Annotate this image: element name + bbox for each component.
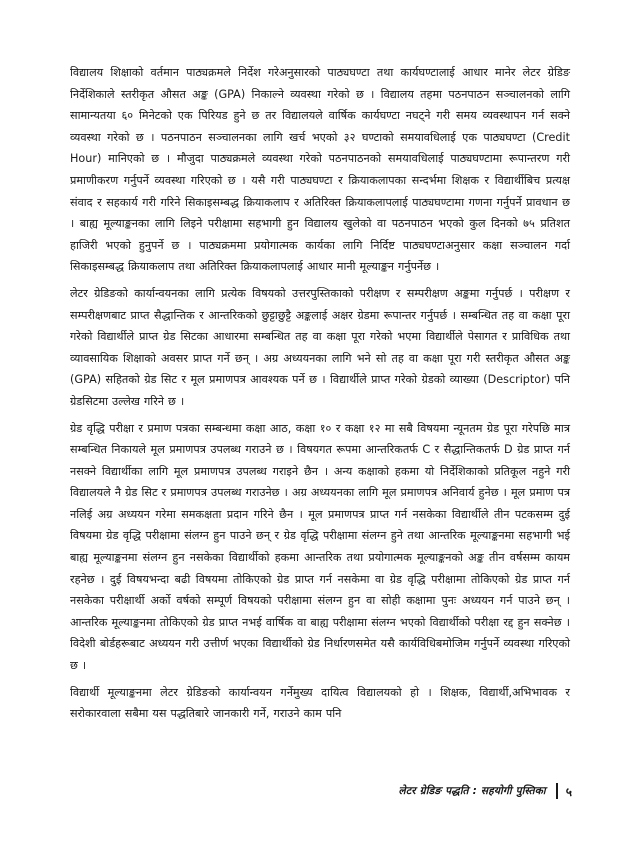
document-body (70, 62, 570, 730)
page-number: ५ (565, 784, 572, 799)
footer-divider (556, 783, 558, 799)
paragraph-4: विद्यार्थी मूल्याङ्कनमा लेटर ग्रेडिङको कार्यान्वयन गर्नेमुख्य दायित्व विद्यालयको हो । शिक्षक, विद्यार्थी,अभिभावक र सरोकारवाला सबैमा यस पद्धतिबारे जानकारी गर्ने, गराउने काम पनि (70, 685, 570, 721)
footer-title: लेटर ग्रेडिङ पद्धति : सहयोगी पुस्तिका (398, 785, 546, 797)
paragraph-1: विद्यालय शिक्षाको वर्तमान पाठ्यक्रमले निर्देश गरेअनुसारको पाठ्यघण्टा तथा कार्यघण्टालाई आधार मानेर लेटर ग्रेडिङ निर्देशिकाले स्तरीकृत औसत अङ्क (GPA) निकाल्ने व्यवस्था गरेको छ । विद्यालय तहमा पठनपाठन सञ्चालनको लागि सामान्यतया ६० मिनेटको एक पिरियड हुने छ तर विद्यालयले वार्षिक कार्यघण्टा नघट्ने गरी समय व्यवस्थापन गर्न सक्ने व्यवस्था गरेको छ । पठनपाठन सञ्चालनका लागि खर्च भएको ३२ घण्टाको समयावधिलाई एक पाठ्यघण्टा (Credit Hour) मानिएको छ । मौजुदा पाठ्यक्रमले व्यवस्था गरेको पठनपाठनको समयावधिलाई पाठ्यघण्टामा रूपान्तरण गरी प्रमाणीकरण गर्नुपर्ने व्यवस्था गरिएको छ । यसै गरी पाठ्यघण्टा र क्रियाकलापका सन्दर्भमा शिक्षक र विद्यार्थीबिच प्रत्यक्ष संवाद र सहकार्य गरी गरिने सिकाइसम्बद्ध क्रियाकलाप र अतिरिक्त क्रियाकलापलाई पाठ्यघण्टामा गणना गर्नुपर्ने प्रावधान छ । बाह्य मूल्याङ्कनका लागि लिइने परीक्षामा सहभागी हुन विद्यालय खुलेको वा पठनपाठन भएको कुल दिनको ७५ प्रतिशत हाजिरी भएको हुनुपर्ने छ । पाठ्यक्रममा प्रयोगात्मक कार्यका लागि निर्दिष्ट पाठ्यघण्टाअनुसार कक्षा सञ्चालन गर्दा सिकाइसम्बद्ध क्रियाकलाप तथा अतिरिक्त क्रियाकलापलाई आधार मानी मूल्याङ्कन गर्नुपर्नेछ । (70, 66, 570, 274)
paragraph-2: लेटर ग्रेडिङको कार्यान्वयनका लागि प्रत्येक विषयको उत्तरपुस्तिकाको परीक्षण र सम्परीक्षण अङ्कमा गर्नुपर्छ । परीक्षण र सम्परीक्षणबाट प्राप्त सैद्धान्तिक र आन्तरिकको छुट्टाछुट्टै अङ्कलाई अक्षर ग्रेडमा रूपान्तर गर्नुपर्छ । सम्बन्धित तह वा कक्षा पूरा गरेको विद्यार्थीले प्राप्त ग्रेड सिटका आधारमा सम्बन्धित तह वा कक्षा पूरा गरेको भएमा विद्यार्थीले पेसागत र प्राविधिक तथा व्यावसायिक शिक्षाको अवसर प्राप्त गर्ने छन् । अग्र अध्ययनका लागि भने सो तह वा कक्षा पूरा गरी स्तरीकृत औसत अङ्क (GPA) सहितको ग्रेड सिट र मूल प्रमाणपत्र आवश्यक पर्ने छ । विद्यार्थीले प्राप्त गरेको ग्रेडको व्याख्या (Descriptor) पनि ग्रेडसिटमा उल्लेख गरिने छ । (70, 286, 570, 408)
paragraph-3: ग्रेड वृद्धि परीक्षा र प्रमाण पत्रका सम्बन्धमा कक्षा आठ, कक्षा १० र कक्षा १२ मा सबै विषयमा न्यूनतम ग्रेड पूरा गरेपछि मात्र सम्बन्धित निकायले मूल प्रमाणपत्र उपलब्ध गराउने छ । विषयगत रूपमा आन्तरिकतर्फ C र सैद्धान्तिकतर्फ D ग्रेड प्राप्त गर्न नसक्ने विद्यार्थीका लागि मूल प्रमाणपत्र उपलब्ध गराइने छैन । अन्य कक्षाको हकमा यो निर्देशिकाको प्रतिकूल नहुने गरी विद्यालयले नै ग्रेड सिट र प्रमाणपत्र उपलब्ध गराउनेछ । अग्र अध्ययनका लागि मूल प्रमाणपत्र अनिवार्य हुनेछ । मूल प्रमाण पत्र नलिई अग्र अध्ययन गरेमा समकक्षता प्रदान गरिने छैन । मूल प्रमाणपत्र प्राप्त गर्न नसकेका विद्यार्थीले तीन पटकसम्म दुई विषयमा ग्रेड वृद्धि परीक्षामा संलग्न हुन पाउने छन् र ग्रेड वृद्धि परीक्षामा संलग्न हुने तथा आन्तरिक मूल्याङ्कनमा सहभागी भई बाह्य मूल्याङ्कनमा संलग्न हुन नसकेका विद्यार्थीको हकमा आन्तरिक तथा प्रयोगात्मक मूल्याङ्कनको अङ्क तीन वर्षसम्म कायम रहनेछ । दुई विषयभन्दा बढी विषयमा तोकिएको ग्रेड प्राप्त गर्न नसकेमा वा ग्रेड वृद्धि परीक्षामा तोकिएको ग्रेड प्राप्त गर्न नसकेका परीक्षार्थी अर्को वर्षको सम्पूर्ण विषयको परीक्षामा संलग्न हुन वा सोही कक्षामा पुनः अध्ययन गर्न पाउने छन् । आन्तरिक मूल्याङ्कनमा तोकिएको ग्रेड प्राप्त नभई वार्षिक वा बाह्य परीक्षामा संलग्न भएको विद्यार्थीको परीक्षा रद्द हुन सक्नेछ । विदेशी बोर्डहरूबाट अध्ययन गरी उत्तीर्ण भएका विद्यार्थीको ग्रेड निर्धारणसमेत यसै कार्यविधिबमोजिम गर्नुपर्ने व्यवस्था गरिएको छ । (70, 421, 570, 673)
page-footer (399, 781, 573, 801)
